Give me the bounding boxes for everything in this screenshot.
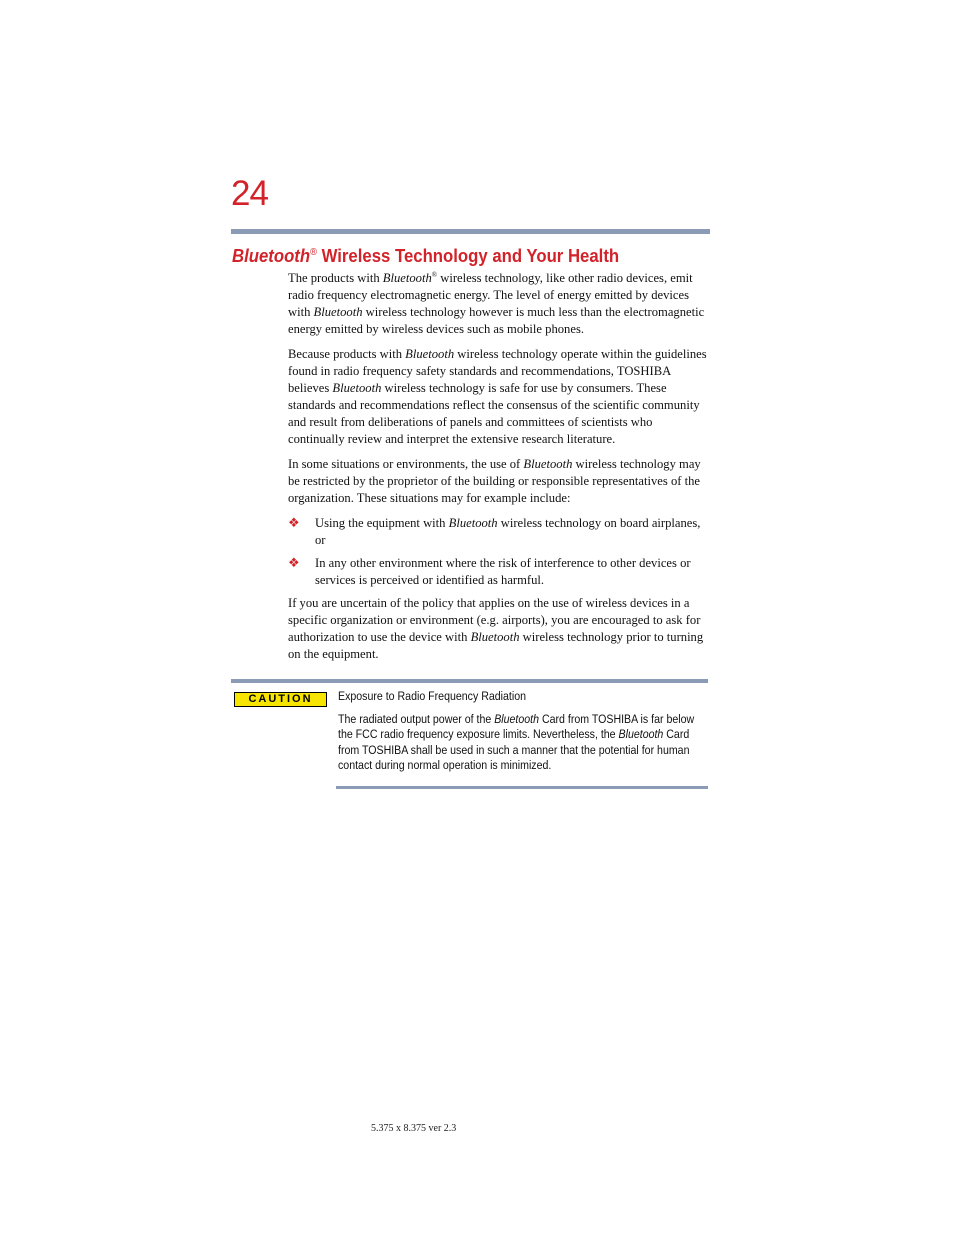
text: wireless technology however is much less than the electromagnetic energy emitted by wireless devices such as mobile phones. bbox=[288, 305, 705, 336]
text: Using the equipment with bbox=[315, 516, 449, 530]
paragraph-1 bbox=[288, 270, 710, 338]
diamond-bullet-icon: ❖ bbox=[288, 556, 300, 571]
caution-top-rule bbox=[231, 679, 708, 683]
section-heading bbox=[232, 242, 619, 267]
brand-term: Bluetooth bbox=[618, 727, 664, 741]
text: Because products with bbox=[288, 347, 406, 361]
situation-list bbox=[288, 515, 710, 589]
text: wireless technology may be restricted by the proprietor of the building or responsible representatives of the organization. These situations may for example include: bbox=[288, 457, 701, 505]
brand-term: Bluetooth bbox=[448, 516, 498, 530]
brand-term: Bluetooth bbox=[405, 347, 455, 361]
registered-mark: ® bbox=[310, 247, 317, 258]
brand-term: Bluetooth bbox=[523, 457, 573, 471]
text: Card from TOSHIBA shall be used in such a manner that the potential for human contact during normal operation is minimized. bbox=[338, 727, 690, 772]
paragraph-4 bbox=[288, 595, 710, 663]
list-item bbox=[288, 555, 710, 589]
paragraph-3 bbox=[288, 456, 710, 507]
caution-text bbox=[338, 712, 710, 774]
text: wireless technology on board airplanes, or bbox=[315, 516, 701, 547]
heading-brand: Bluetooth bbox=[232, 246, 311, 266]
brand-term: Bluetooth bbox=[332, 381, 382, 395]
page-number: 24 bbox=[231, 174, 268, 213]
body-text bbox=[288, 270, 710, 671]
brand-term: Bluetooth bbox=[313, 305, 363, 319]
text: wireless technology is safe for use by consumers. These standards and recommendations reflect the consensus of the scientific community and result from deliberations of panels and committees of scientists who continually review and interpret the extensive research literature. bbox=[288, 381, 700, 446]
caution-bottom-rule bbox=[336, 786, 708, 789]
text: The radiated output power of the bbox=[338, 711, 495, 726]
caution-badge: CAUTION bbox=[234, 692, 327, 707]
caution-heading: Exposure to Radio Frequency Radiation bbox=[338, 689, 527, 703]
text: wireless technology, like other radio devices, emit radio frequency electromagnetic energy. The level of energy emitted by devices with bbox=[288, 271, 693, 319]
heading-text: Wireless Technology and Your Health bbox=[316, 246, 620, 266]
text: Card from TOSHIBA is far below the FCC radio frequency exposure limits. Nevertheless, the bbox=[338, 711, 695, 741]
paragraph-2 bbox=[288, 346, 710, 448]
diamond-bullet-icon: ❖ bbox=[288, 516, 300, 531]
brand-term: Bluetooth bbox=[470, 630, 520, 644]
text: In some situations or environments, the use of bbox=[288, 457, 524, 471]
list-item bbox=[288, 515, 710, 549]
text: In any other environment where the risk of interference to other devices or services is perceived or identified as harmful. bbox=[315, 556, 691, 587]
text: If you are uncertain of the policy that applies on the use of wireless devices in a specific organization or environment (e.g. airports), you are encouraged to ask for authorization to use the device with bbox=[288, 596, 701, 644]
text: wireless technology operate within the guidelines found in radio frequency safety standards and recommendations, TOSHIBA believes bbox=[288, 347, 707, 395]
brand-term: Bluetooth bbox=[494, 711, 540, 726]
registered-mark: ® bbox=[431, 270, 438, 279]
text: The products with bbox=[288, 271, 383, 285]
section-top-rule bbox=[231, 229, 710, 234]
text: wireless technology prior to turning on the equipment. bbox=[288, 630, 704, 661]
caution-box bbox=[338, 689, 710, 781]
brand-term: Bluetooth bbox=[382, 271, 432, 285]
page-footer: 5.375 x 8.375 ver 2.3 bbox=[371, 1123, 457, 1134]
